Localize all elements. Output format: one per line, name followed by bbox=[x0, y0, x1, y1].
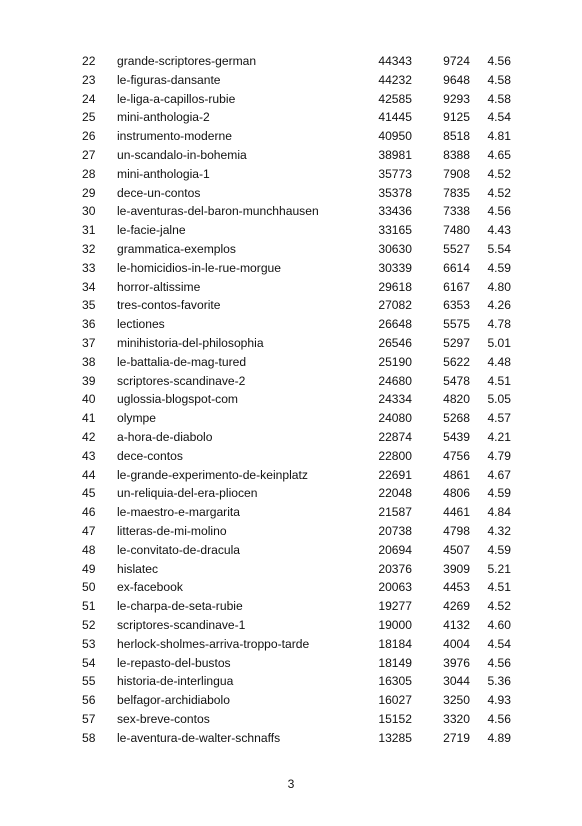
ratio-cell: 4.58 bbox=[487, 91, 511, 106]
name-cell: le-charpa-de-seta-rubie bbox=[117, 599, 243, 614]
count-b-cell: 6353 bbox=[443, 298, 470, 313]
table-row bbox=[82, 672, 511, 691]
count-a-cell: 21587 bbox=[378, 505, 412, 520]
rank-cell: 40 bbox=[82, 392, 96, 407]
count-a-cell: 24334 bbox=[378, 392, 412, 407]
ratio-cell: 4.81 bbox=[487, 129, 511, 144]
name-cell: grande-scriptores-german bbox=[117, 54, 257, 68]
count-b-cell: 9648 bbox=[443, 72, 470, 87]
ranking-table bbox=[82, 52, 511, 747]
table-row bbox=[82, 296, 511, 315]
count-a-cell: 13285 bbox=[378, 730, 412, 745]
name-cell: le-aventuras-del-baron-munchhausen bbox=[117, 204, 319, 219]
ratio-cell: 5.36 bbox=[487, 674, 511, 689]
name-cell: scriptores-scandinave-1 bbox=[117, 617, 246, 632]
count-b-cell: 3044 bbox=[443, 674, 470, 689]
table-row bbox=[82, 221, 511, 240]
count-a-cell: 16305 bbox=[378, 674, 412, 689]
ratio-cell: 4.56 bbox=[487, 711, 511, 726]
table-row bbox=[82, 466, 511, 485]
table-row bbox=[82, 503, 511, 522]
name-cell: tres-contos-favorite bbox=[117, 298, 221, 313]
count-b-cell: 5575 bbox=[443, 317, 470, 332]
ratio-cell: 4.56 bbox=[487, 54, 511, 68]
count-a-cell: 30630 bbox=[378, 241, 412, 256]
name-cell: instrumento-moderne bbox=[117, 129, 232, 144]
ratio-cell: 4.79 bbox=[487, 448, 511, 463]
table-row bbox=[82, 184, 511, 203]
count-b-cell: 9125 bbox=[443, 110, 470, 125]
count-a-cell: 33436 bbox=[378, 204, 412, 219]
ratio-cell: 4.51 bbox=[487, 580, 511, 595]
table-row bbox=[82, 447, 511, 466]
count-a-cell: 27082 bbox=[378, 298, 412, 313]
rank-cell: 49 bbox=[82, 561, 96, 576]
rank-cell: 53 bbox=[82, 636, 96, 651]
count-b-cell: 4269 bbox=[443, 599, 470, 614]
ratio-cell: 4.43 bbox=[487, 223, 511, 238]
count-b-cell: 3909 bbox=[443, 561, 470, 576]
name-cell: a-hora-de-diabolo bbox=[117, 429, 213, 444]
rank-cell: 55 bbox=[82, 674, 96, 689]
table-row bbox=[82, 202, 511, 221]
count-a-cell: 44343 bbox=[378, 54, 412, 68]
ratio-cell: 5.21 bbox=[487, 561, 511, 576]
count-a-cell: 22800 bbox=[378, 448, 412, 463]
name-cell: herlock-sholmes-arriva-troppo-tarde bbox=[117, 636, 310, 651]
name-cell: horror-altissime bbox=[117, 279, 201, 294]
count-b-cell: 5297 bbox=[443, 335, 470, 350]
name-cell: mini-anthologia-2 bbox=[117, 110, 210, 125]
count-b-cell: 7480 bbox=[443, 223, 470, 238]
page-number: 3 bbox=[287, 777, 295, 791]
name-cell: ex-facebook bbox=[117, 580, 183, 595]
rank-cell: 35 bbox=[82, 298, 96, 313]
table-row bbox=[82, 52, 511, 71]
count-a-cell: 44232 bbox=[378, 72, 412, 87]
name-cell: hislatec bbox=[117, 561, 159, 576]
table-row bbox=[82, 541, 511, 560]
ratio-cell: 5.05 bbox=[487, 392, 511, 407]
rank-cell: 39 bbox=[82, 373, 96, 388]
rank-cell: 37 bbox=[82, 335, 96, 350]
table-row bbox=[82, 90, 511, 109]
name-cell: dece-contos bbox=[117, 448, 183, 463]
table-row bbox=[82, 578, 511, 597]
name-cell: minihistoria-del-philosophia bbox=[117, 335, 264, 350]
table-row bbox=[82, 259, 511, 278]
table-row bbox=[82, 108, 511, 127]
rank-cell: 46 bbox=[82, 505, 96, 520]
name-cell: dece-un-contos bbox=[117, 185, 201, 200]
name-cell: le-convitato-de-dracula bbox=[117, 542, 241, 557]
count-b-cell: 7835 bbox=[443, 185, 470, 200]
ratio-cell: 4.59 bbox=[487, 542, 511, 557]
name-cell: le-figuras-dansante bbox=[117, 72, 221, 87]
rank-cell: 56 bbox=[82, 693, 96, 708]
ratio-cell: 4.60 bbox=[487, 617, 511, 632]
rank-cell: 32 bbox=[82, 241, 96, 256]
table-row bbox=[82, 710, 511, 729]
count-b-cell: 5527 bbox=[443, 241, 470, 256]
ratio-cell: 4.56 bbox=[487, 204, 511, 219]
rank-cell: 29 bbox=[82, 185, 96, 200]
table-row bbox=[82, 165, 511, 184]
table-row bbox=[82, 597, 511, 616]
count-b-cell: 8518 bbox=[443, 129, 470, 144]
table-row bbox=[82, 729, 511, 748]
ratio-cell: 4.48 bbox=[487, 354, 511, 369]
count-b-cell: 2719 bbox=[443, 730, 470, 745]
count-a-cell: 26546 bbox=[378, 335, 412, 350]
name-cell: historia-de-interlingua bbox=[117, 674, 234, 689]
table-row bbox=[82, 315, 511, 334]
name-cell: lectiones bbox=[117, 317, 165, 332]
rank-cell: 22 bbox=[82, 54, 96, 68]
table-row bbox=[82, 146, 511, 165]
count-b-cell: 4453 bbox=[443, 580, 470, 595]
count-b-cell: 4004 bbox=[443, 636, 470, 651]
rank-cell: 28 bbox=[82, 166, 96, 181]
table-row bbox=[82, 409, 511, 428]
count-a-cell: 19000 bbox=[378, 617, 412, 632]
table-row bbox=[82, 71, 511, 90]
name-cell: un-reliquia-del-era-pliocen bbox=[117, 486, 258, 501]
ratio-cell: 4.89 bbox=[487, 730, 511, 745]
count-b-cell: 7908 bbox=[443, 166, 470, 181]
count-b-cell: 4861 bbox=[443, 467, 470, 482]
table-row bbox=[82, 353, 511, 372]
rank-cell: 41 bbox=[82, 411, 96, 426]
ratio-cell: 4.32 bbox=[487, 523, 511, 538]
name-cell: le-homicidios-in-le-rue-morgue bbox=[117, 260, 281, 275]
count-b-cell: 5268 bbox=[443, 411, 470, 426]
ranking-table-body bbox=[82, 52, 511, 747]
ratio-cell: 4.59 bbox=[487, 260, 511, 275]
rank-cell: 57 bbox=[82, 711, 96, 726]
name-cell: le-facie-jalne bbox=[117, 223, 186, 238]
count-a-cell: 19277 bbox=[378, 599, 412, 614]
rank-cell: 50 bbox=[82, 580, 96, 595]
count-a-cell: 20376 bbox=[378, 561, 412, 576]
count-a-cell: 30339 bbox=[378, 260, 412, 275]
count-b-cell: 4461 bbox=[443, 505, 470, 520]
rank-cell: 26 bbox=[82, 129, 96, 144]
count-a-cell: 20063 bbox=[378, 580, 412, 595]
name-cell: un-scandalo-in-bohemia bbox=[117, 147, 247, 162]
table-row bbox=[82, 278, 511, 297]
count-a-cell: 42585 bbox=[378, 91, 412, 106]
count-b-cell: 6167 bbox=[443, 279, 470, 294]
count-a-cell: 24080 bbox=[378, 411, 412, 426]
ratio-cell: 5.54 bbox=[487, 241, 511, 256]
rank-cell: 54 bbox=[82, 655, 96, 670]
rank-cell: 45 bbox=[82, 486, 96, 501]
count-a-cell: 40950 bbox=[378, 129, 412, 144]
count-a-cell: 20694 bbox=[378, 542, 412, 557]
count-a-cell: 18149 bbox=[378, 655, 412, 670]
name-cell: le-aventura-de-walter-schnaffs bbox=[117, 730, 281, 745]
rank-cell: 42 bbox=[82, 429, 96, 444]
ratio-cell: 4.80 bbox=[487, 279, 511, 294]
table-row bbox=[82, 390, 511, 409]
count-a-cell: 18184 bbox=[378, 636, 412, 651]
count-b-cell: 3320 bbox=[443, 711, 470, 726]
count-a-cell: 29618 bbox=[378, 279, 412, 294]
ratio-cell: 4.56 bbox=[487, 655, 511, 670]
name-cell: uglossia-blogspot-com bbox=[117, 392, 238, 407]
rank-cell: 31 bbox=[82, 223, 96, 238]
count-a-cell: 41445 bbox=[378, 110, 412, 125]
count-a-cell: 20738 bbox=[378, 523, 412, 538]
ratio-cell: 4.93 bbox=[487, 693, 511, 708]
count-a-cell: 22874 bbox=[378, 429, 412, 444]
table-row bbox=[82, 691, 511, 710]
rank-cell: 52 bbox=[82, 617, 96, 632]
ratio-cell: 4.67 bbox=[487, 467, 511, 482]
rank-cell: 44 bbox=[82, 467, 96, 482]
count-b-cell: 5439 bbox=[443, 429, 470, 444]
ratio-cell: 4.65 bbox=[487, 147, 511, 162]
count-b-cell: 9293 bbox=[443, 91, 470, 106]
ratio-cell: 4.59 bbox=[487, 486, 511, 501]
rank-cell: 30 bbox=[82, 204, 96, 219]
count-a-cell: 22691 bbox=[378, 467, 412, 482]
name-cell: le-repasto-del-bustos bbox=[117, 655, 231, 670]
table-row bbox=[82, 372, 511, 391]
ratio-cell: 4.21 bbox=[487, 429, 511, 444]
count-a-cell: 35378 bbox=[378, 185, 412, 200]
ratio-cell: 4.78 bbox=[487, 317, 511, 332]
name-cell: mini-anthologia-1 bbox=[117, 166, 210, 181]
count-b-cell: 4132 bbox=[443, 617, 470, 632]
ratio-cell: 4.52 bbox=[487, 599, 511, 614]
count-a-cell: 16027 bbox=[378, 693, 412, 708]
rank-cell: 48 bbox=[82, 542, 96, 557]
table-row bbox=[82, 654, 511, 673]
rank-cell: 58 bbox=[82, 730, 96, 745]
rank-cell: 34 bbox=[82, 279, 96, 294]
name-cell: grammatica-exemplos bbox=[117, 241, 236, 256]
count-a-cell: 22048 bbox=[378, 486, 412, 501]
table-row bbox=[82, 127, 511, 146]
table-row bbox=[82, 334, 511, 353]
table-row bbox=[82, 484, 511, 503]
table-row bbox=[82, 240, 511, 259]
ratio-cell: 4.84 bbox=[487, 505, 511, 520]
count-b-cell: 4798 bbox=[443, 523, 470, 538]
ratio-cell: 4.58 bbox=[487, 72, 511, 87]
count-a-cell: 15152 bbox=[378, 711, 412, 726]
count-b-cell: 9724 bbox=[443, 54, 470, 68]
ratio-cell: 4.26 bbox=[487, 298, 511, 313]
name-cell: olympe bbox=[117, 411, 156, 426]
rank-cell: 33 bbox=[82, 260, 96, 275]
count-b-cell: 3250 bbox=[443, 693, 470, 708]
rank-cell: 23 bbox=[82, 72, 96, 87]
name-cell: le-battalia-de-mag-tured bbox=[117, 354, 247, 369]
count-a-cell: 38981 bbox=[378, 147, 412, 162]
count-b-cell: 4820 bbox=[443, 392, 470, 407]
rank-cell: 38 bbox=[82, 354, 96, 369]
rank-cell: 43 bbox=[82, 448, 96, 463]
count-a-cell: 35773 bbox=[378, 166, 412, 181]
name-cell: le-liga-a-capillos-rubie bbox=[117, 91, 236, 106]
name-cell: litteras-de-mi-molino bbox=[117, 523, 227, 538]
ratio-cell: 4.52 bbox=[487, 166, 511, 181]
ratio-cell: 4.52 bbox=[487, 185, 511, 200]
ratio-cell: 4.54 bbox=[487, 110, 511, 125]
ratio-cell: 4.57 bbox=[487, 411, 511, 426]
table-row bbox=[82, 635, 511, 654]
table-row bbox=[82, 428, 511, 447]
name-cell: scriptores-scandinave-2 bbox=[117, 373, 246, 388]
count-b-cell: 5622 bbox=[443, 354, 470, 369]
ratio-cell: 5.01 bbox=[487, 335, 511, 350]
rank-cell: 36 bbox=[82, 317, 96, 332]
rank-cell: 27 bbox=[82, 147, 96, 162]
table-row bbox=[82, 616, 511, 635]
rank-cell: 25 bbox=[82, 110, 96, 125]
count-a-cell: 33165 bbox=[378, 223, 412, 238]
count-b-cell: 4507 bbox=[443, 542, 470, 557]
count-b-cell: 3976 bbox=[443, 655, 470, 670]
count-a-cell: 25190 bbox=[378, 354, 412, 369]
rank-cell: 47 bbox=[82, 523, 96, 538]
rank-cell: 24 bbox=[82, 91, 96, 106]
count-b-cell: 7338 bbox=[443, 204, 470, 219]
ratio-cell: 4.54 bbox=[487, 636, 511, 651]
name-cell: le-grande-experimento-de-keinplatz bbox=[117, 467, 308, 482]
count-a-cell: 26648 bbox=[378, 317, 412, 332]
table-row bbox=[82, 560, 511, 579]
name-cell: sex-breve-contos bbox=[117, 711, 210, 726]
rank-cell: 51 bbox=[82, 599, 96, 614]
name-cell: le-maestro-e-margarita bbox=[117, 505, 240, 520]
count-b-cell: 4756 bbox=[443, 448, 470, 463]
count-b-cell: 6614 bbox=[443, 260, 470, 275]
table-row bbox=[82, 522, 511, 541]
count-a-cell: 24680 bbox=[378, 373, 412, 388]
ratio-cell: 4.51 bbox=[487, 373, 511, 388]
name-cell: belfagor-archidiabolo bbox=[117, 693, 230, 708]
count-b-cell: 5478 bbox=[443, 373, 470, 388]
count-b-cell: 4806 bbox=[443, 486, 470, 501]
count-b-cell: 8388 bbox=[443, 147, 470, 162]
